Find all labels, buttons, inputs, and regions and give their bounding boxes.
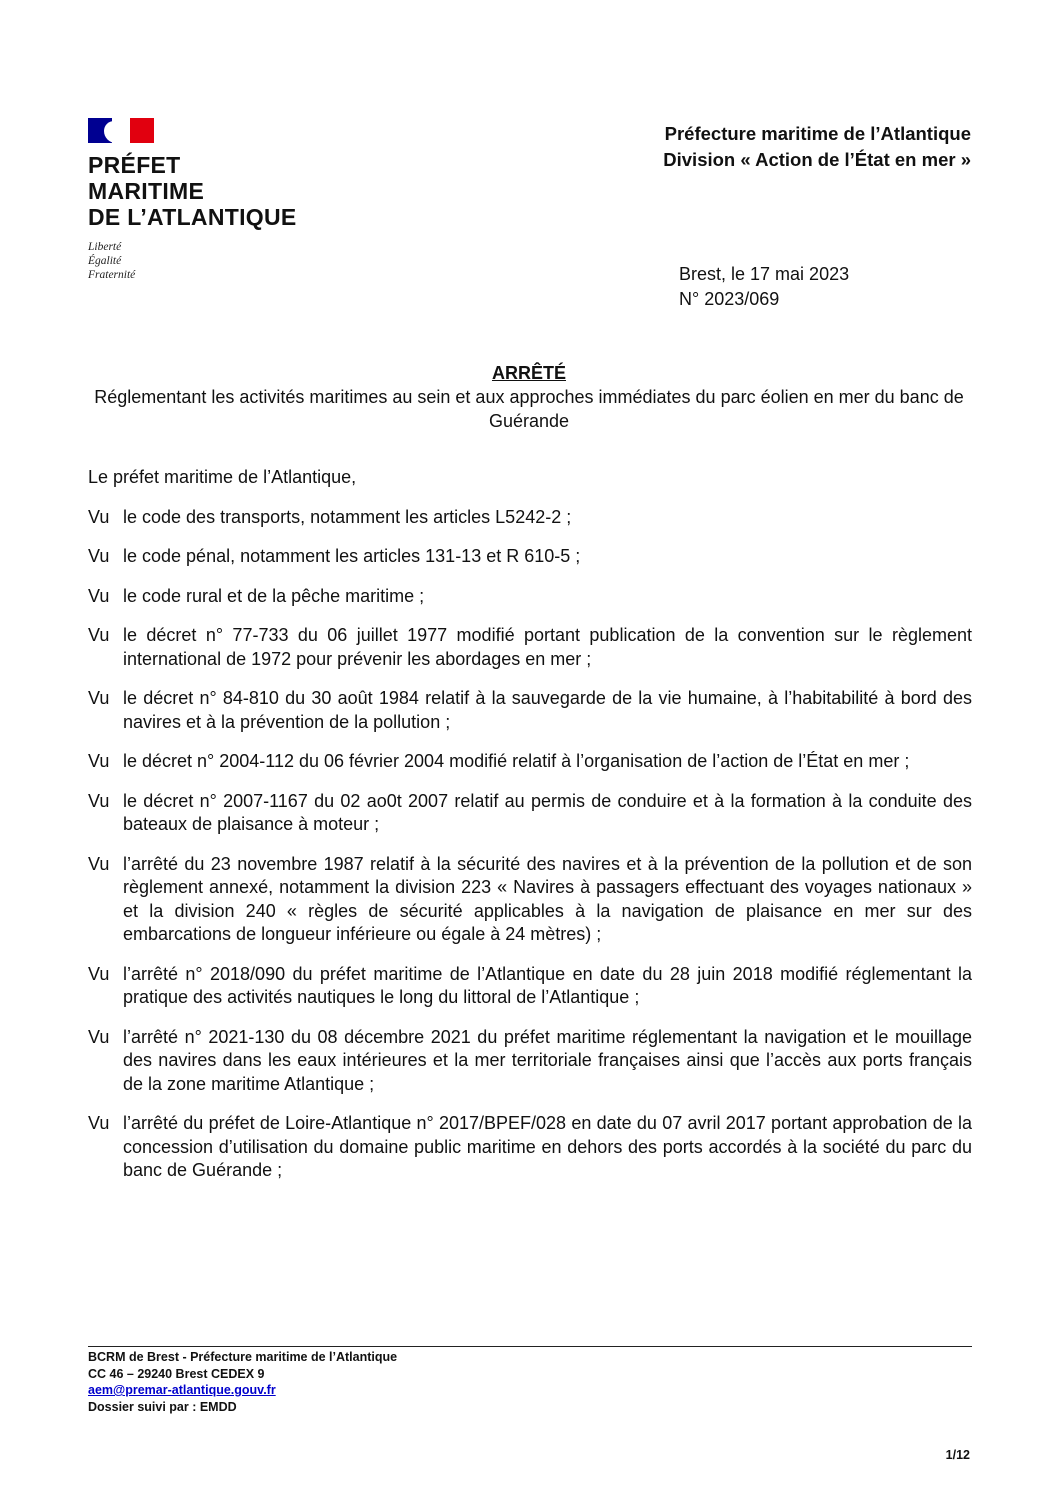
marianne-flag-icon — [88, 118, 154, 143]
visa-text: le décret n° 77-733 du 06 juillet 1977 modifié portant publication de la convention sur le règlement international de 1972 pour prévenir les abordages en mer ; — [123, 625, 972, 669]
document-title — [88, 361, 970, 433]
visa-label: Vu — [88, 790, 110, 811]
visa-item — [88, 750, 972, 774]
title-subtitle: Réglementant les activités maritimes au sein et aux approches immédiates du parc éolien en mer du banc de Guérande — [94, 387, 964, 431]
visa-text: l’arrêté du 23 novembre 1987 relatif à la sécurité des navires et à la prévention de la pollution et de son règlement annexé, notamment la division 223 « Navires à passagers effectuant des voyages nationaux » et la division 240 « règles de sécurité applicables à la navigation de plaisance en mer sur des embarcations de longueur inférieure ou égale à 24 mètres) ; — [123, 853, 972, 944]
visa-label: Vu — [88, 1113, 110, 1133]
logo-line: DE L’ATLANTIQUE — [88, 204, 297, 230]
visa-text: le décret n° 2004-112 du 06 février 2004 modifié relatif à l’organisation de l’action de l’État en mer ; — [123, 751, 910, 771]
document-body — [88, 466, 972, 1199]
visa-text: le décret n° 84-810 du 30 août 1984 relatif à la sauvegarde de la vie humaine, à l’habitabilité à bord des navires et à la prévention de la pollution ; — [123, 688, 972, 732]
visa-label: Vu — [88, 688, 110, 708]
visa-item — [88, 585, 972, 609]
visa-label: Vu — [88, 546, 110, 566]
document-number: N° 2023/069 — [679, 289, 780, 309]
visa-text: le décret n° 2007-1167 du 02 ao0t 2007 relatif au permis de conduire et à la formation à la conduite des bateaux de plaisance à moteur ; — [123, 790, 972, 834]
intro-line: Le préfet maritime de l’Atlantique, — [88, 467, 357, 487]
date-block — [679, 262, 849, 312]
visa-item — [88, 624, 972, 671]
page-number: 1/12 — [945, 1448, 970, 1462]
footer-email-link[interactable]: aem@premar-atlantique.gouv.fr — [88, 1383, 276, 1397]
devise-line: Fraternité — [88, 269, 136, 281]
devise — [88, 240, 348, 282]
visa-label: Vu — [88, 506, 110, 527]
visa-label: Vu — [88, 585, 110, 606]
visa-item — [88, 853, 972, 947]
authority-line: Préfecture maritime de l’Atlantique — [664, 123, 971, 144]
devise-line: Égalité — [88, 255, 122, 267]
visa-label: Vu — [88, 963, 110, 984]
visa-label: Vu — [88, 853, 110, 874]
visa-label: Vu — [88, 1026, 110, 1047]
visa-label: Vu — [88, 625, 110, 645]
devise-line: Liberté — [88, 241, 122, 253]
division-line: Division « Action de l’État en mer » — [663, 149, 971, 170]
visa-text: l’arrêté n° 2021-130 du 08 décembre 2021 du préfet maritime réglementant la navigation et le mouillage des navires dans les eaux intérieures et la mer territoriale françaises ainsi que l’accès aux ports français de la zone maritime Atlantique ; — [123, 1026, 972, 1094]
visa-item — [88, 963, 972, 1010]
footer-address-line: BCRM de Brest - Préfecture maritime de l’Atlantique — [88, 1350, 398, 1364]
visa-label: Vu — [88, 751, 110, 771]
place-date: Brest, le 17 mai 2023 — [679, 264, 850, 284]
title-heading: ARRÊTÉ — [491, 363, 566, 383]
visa-item — [88, 506, 972, 530]
visa-text: le code pénal, notamment les articles 131-13 et R 610-5 ; — [123, 546, 581, 566]
visa-text: l’arrêté n° 2018/090 du préfet maritime de l’Atlantique en date du 28 juin 2018 modifié réglementant la pratique des activités nautiques le long du littoral de l’Atlantique ; — [123, 963, 972, 1007]
footer-address-line: CC 46 – 29240 Brest CEDEX 9 — [88, 1366, 265, 1381]
logo-text — [88, 152, 348, 230]
visa-text: le code des transports, notamment les articles L5242-2 ; — [123, 506, 572, 527]
logo-line: PRÉFET — [88, 152, 181, 178]
issuing-authority — [663, 121, 971, 173]
footer — [88, 1349, 397, 1415]
marianne-logo — [88, 118, 348, 282]
logo-line: MARITIME — [88, 178, 205, 204]
visa-item — [88, 687, 972, 734]
visa-text: l’arrêté du préfet de Loire-Atlantique n° 2017/BPEF/028 en date du 07 avril 2017 portant approbation de la concession d’utilisation du domaine public maritime en dehors des ports accordés à la société du parc du banc de Guérande ; — [123, 1113, 972, 1180]
visa-text: le code rural et de la pêche maritime ; — [123, 585, 425, 606]
footer-divider — [88, 1346, 972, 1347]
visa-item — [88, 790, 972, 837]
footer-contact-line: Dossier suivi par : EMDD — [88, 1399, 237, 1414]
visa-item — [88, 1026, 972, 1097]
visa-item — [88, 1112, 972, 1183]
visa-item — [88, 545, 972, 569]
